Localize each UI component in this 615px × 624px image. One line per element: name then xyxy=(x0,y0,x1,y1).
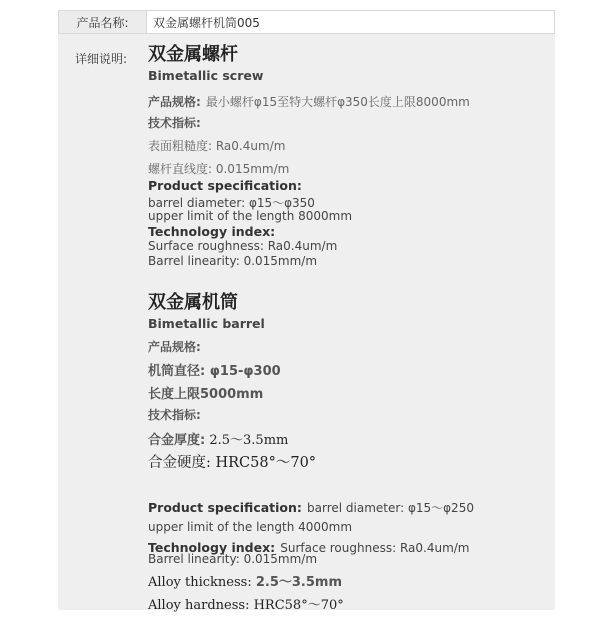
detail-label: 详细说明: xyxy=(75,52,128,66)
alloy-thickness-value: 2.5～3.5mm xyxy=(255,575,343,590)
alloy-hardness: Alloy hardness: HRC58°～70° xyxy=(148,598,344,613)
barrel-en-spec-line xyxy=(148,497,474,516)
barrel-diameter: 机筒直径: φ15-φ300 xyxy=(148,364,281,379)
barrel-en-length: upper limit of the length 4000mm xyxy=(148,520,353,534)
alloy-thickness-line xyxy=(148,571,342,590)
product-name-row xyxy=(58,10,555,34)
barrel-title-cn: 双金属机筒 xyxy=(148,292,238,313)
screw-spec-text: 最小螺杆φ15至特大螺杆φ350长度上限8000mm xyxy=(205,95,470,109)
barrel-en-tech-value: Surface roughness: Ra0.4um/m xyxy=(280,541,470,555)
screw-en-tech-label: Technology index: xyxy=(148,224,276,239)
alloy-thickness-label: Alloy thickness: xyxy=(148,575,252,590)
screw-spec-line xyxy=(148,91,470,110)
barrel-en-spec-value: barrel diameter: φ15～φ250 xyxy=(307,501,474,515)
screw-title-cn: 双金属螺杆 xyxy=(148,44,238,65)
screw-spec-label: 产品规格: xyxy=(148,95,201,109)
barrel-en-linearity: Barrel linearity: 0.015mm/m xyxy=(148,552,318,566)
screw-linearity: 螺杆直线度: 0.015mm/m xyxy=(148,162,290,176)
barrel-thickness-label: 合金厚度: xyxy=(148,433,206,448)
product-name-label: 产品名称: xyxy=(59,11,147,33)
barrel-length: 长度上限5000mm xyxy=(148,387,264,402)
barrel-hardness: 合金硬度: HRC58°～70° xyxy=(148,455,317,471)
screw-en-diameter: barrel diameter: φ15～φ350 xyxy=(148,196,315,210)
screw-tech-label: 技术指标: xyxy=(148,116,201,130)
barrel-thickness-line xyxy=(148,429,288,448)
screw-en-linearity: Barrel linearity: 0.015mm/m xyxy=(148,254,318,268)
barrel-en-tech-label: Technology index: xyxy=(148,540,276,555)
screw-roughness: 表面粗糙度: Ra0.4um/m xyxy=(148,139,286,153)
detail-section xyxy=(58,34,555,613)
screw-en-roughness: Surface roughness: Ra0.4um/m xyxy=(148,239,338,253)
barrel-tech-label: 技术指标: xyxy=(148,408,201,422)
screw-en-spec-label: Product specification: xyxy=(148,178,302,193)
barrel-en-spec-label: Product specification: xyxy=(148,500,302,515)
screw-title-en: Bimetallic screw xyxy=(148,68,264,83)
product-name-value: 双金属螺杆机筒005 xyxy=(153,15,260,30)
barrel-thickness-value: 2.5～3.5mm xyxy=(209,433,289,448)
barrel-spec-label: 产品规格: xyxy=(148,340,201,354)
screw-en-length: upper limit of the length 8000mm xyxy=(148,209,353,223)
barrel-title-en: Bimetallic barrel xyxy=(148,316,265,331)
